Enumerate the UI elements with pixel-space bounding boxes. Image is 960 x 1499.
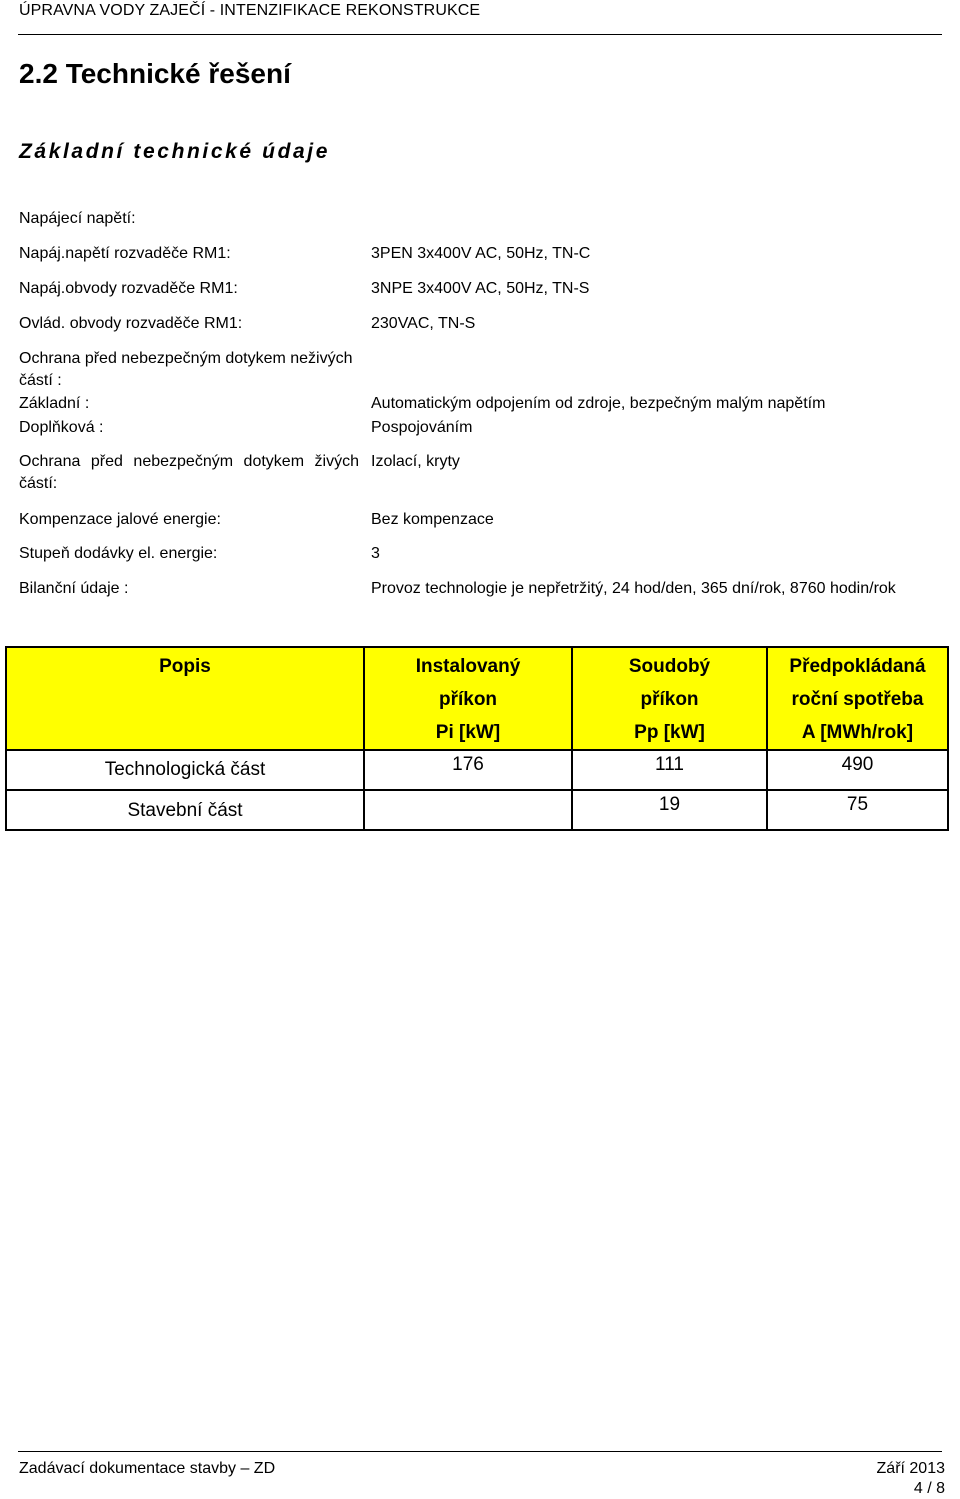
spec-label-rm1-control: Ovlád. obvody rozvaděče RM1: <box>19 315 243 332</box>
protection-indirect-label: Ochrana před nebezpečným dotykem neživých částí : <box>19 350 353 389</box>
page-number: 4 / 8 <box>913 1480 945 1497</box>
footer-date: Září 2013 <box>876 1460 945 1477</box>
spec-label-rm1-supply: Napáj.napětí rozvaděče RM1: <box>19 245 231 262</box>
cell-pp: 19 <box>572 790 767 830</box>
spec-value-rm1-control: 230VAC, TN-S <box>371 315 476 332</box>
power-table <box>5 646 949 831</box>
spec-value-rm1-circuits: 3NPE 3x400V AC, 50Hz, TN-S <box>371 280 590 297</box>
header-popis: Popis <box>6 647 364 750</box>
compensation-value: Bez kompenzace <box>371 511 494 528</box>
cell-a: 490 <box>767 750 948 790</box>
supply-grade-label: Stupeň dodávky el. energie: <box>19 545 218 562</box>
protection-direct-label: Ochrana před nebezpečným dotykem živých částí: <box>19 453 359 492</box>
supply-grade-value: 3 <box>371 545 380 562</box>
protection-basic-value: Automatickým odpojením od zdroje, bezpečným malým napětím <box>371 395 826 412</box>
cell-popis: Stavební část <box>6 790 364 830</box>
cell-pi <box>364 790 572 830</box>
header-pi: Instalovaný příkon Pi [kW] <box>364 647 572 750</box>
balance-label: Bilanční údaje : <box>19 580 129 597</box>
protection-basic-label: Základní : <box>19 395 90 412</box>
footer-rule <box>18 1451 942 1452</box>
protection-direct-value: Izolací, kryty <box>371 453 460 470</box>
page-header-title: ÚPRAVNA VODY ZAJEČÍ - INTENZIFIKACE REKONSTRUKCE <box>19 2 481 19</box>
cell-popis: Technologická část <box>6 750 364 790</box>
balance-value: Provoz technologie je nepřetržitý, 24 hod/den, 365 dní/rok, 8760 hodin/rok <box>371 580 896 597</box>
table-header-row <box>6 647 948 750</box>
header-rule <box>18 34 942 35</box>
footer-document-title: Zadávací dokumentace stavby – ZD <box>19 1460 276 1477</box>
spec-label-rm1-circuits: Napáj.obvody rozvaděče RM1: <box>19 280 238 297</box>
header-a: Předpokládaná roční spotřeba A [MWh/rok] <box>767 647 948 750</box>
protection-additional-label: Doplňková : <box>19 419 104 436</box>
table-row <box>6 790 948 830</box>
compensation-label: Kompenzace jalové energie: <box>19 511 221 528</box>
section-subtitle: Základní technické údaje <box>19 140 330 163</box>
spec-value-rm1-supply: 3PEN 3x400V AC, 50Hz, TN-C <box>371 245 591 262</box>
protection-additional-value: Pospojováním <box>371 419 473 436</box>
header-pp: Soudobý příkon Pp [kW] <box>572 647 767 750</box>
cell-pp: 111 <box>572 750 767 790</box>
supply-heading: Napájecí napětí: <box>19 210 136 227</box>
cell-a: 75 <box>767 790 948 830</box>
section-title: 2.2 Technické řešení <box>19 58 291 89</box>
table-row <box>6 750 948 790</box>
cell-pi: 176 <box>364 750 572 790</box>
